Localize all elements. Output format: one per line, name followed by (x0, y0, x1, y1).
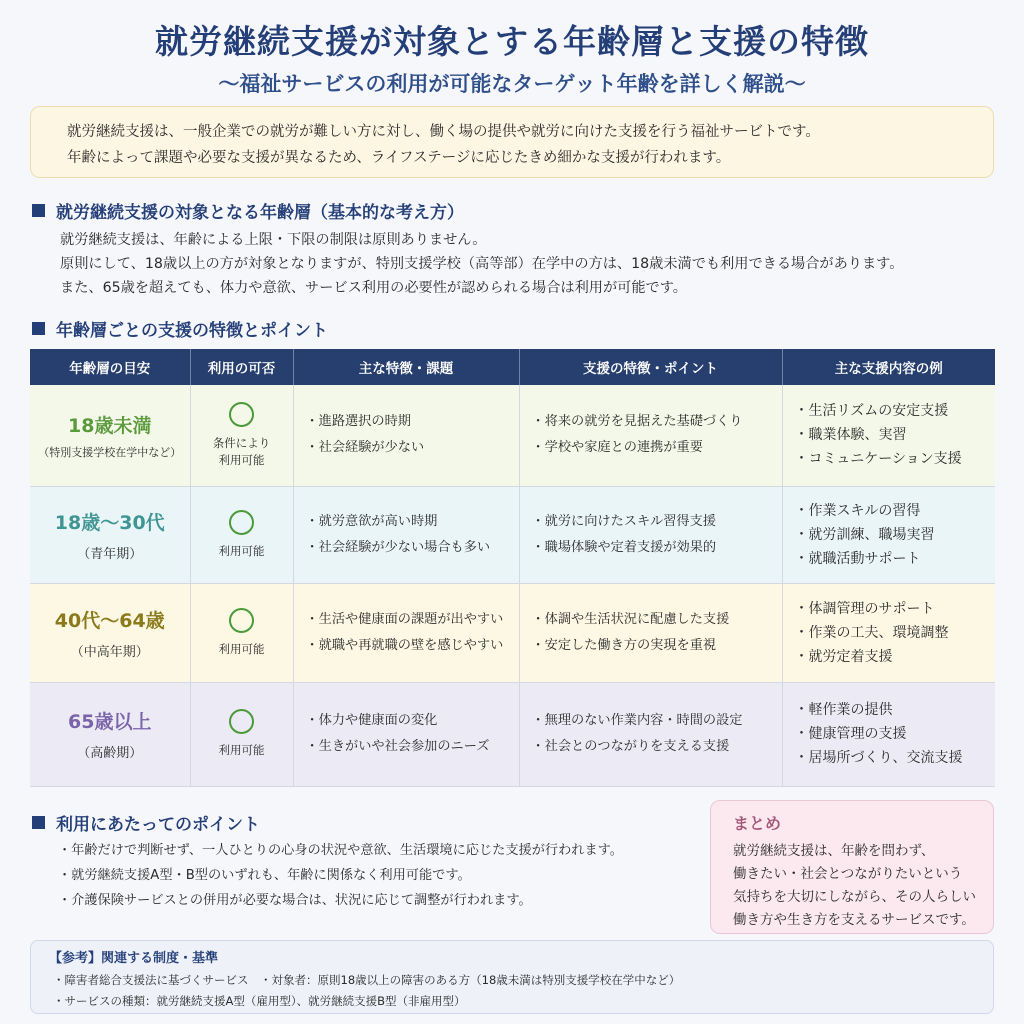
examples-cell (782, 385, 995, 486)
support-points-cell (519, 682, 782, 786)
list-item: ・学校や家庭との連携が重要 (531, 440, 703, 456)
list-item: ・軽作業の提供 (794, 702, 893, 718)
age-sublabel: （青年期） (77, 546, 143, 562)
list-item: ・生活や健康面の課題が出やすい (305, 611, 504, 627)
column-header: 主な支援内容の例 (782, 349, 995, 385)
square-bullet-icon (32, 322, 45, 335)
section1-line: 就労継続支援は、年齢による上限・下限の制限は原則ありません。 (60, 232, 487, 248)
list-item: ・健康管理の支援 (794, 726, 907, 742)
age-label: 40代〜64歳 (54, 609, 165, 632)
support-points-cell (519, 486, 782, 583)
list-item: ・就労継続支援A型・B型のいずれも、年齢に関係なく利用可能です。 (58, 868, 471, 883)
examples-cell (782, 682, 995, 786)
list-item: ・就労意欲が高い時期 (305, 513, 438, 529)
summary-body: 就労継続支援は、年齢を問わず、 働きたい・社会とつながりたいという 気持ちを大切にしながら、その人らしい 働き方や生き方を支えるサービスです。 (733, 843, 976, 928)
list-item: ・作業スキルの習得 (794, 502, 921, 519)
list-item: ・就職や再就職の壁を感じやすい (305, 637, 504, 653)
page-title: 就労継続支援が対象とする年齢層と支援の特徴 (155, 22, 869, 61)
list-item: ・就労定着支援 (794, 648, 893, 665)
summary-box (710, 800, 994, 934)
list-item: ・職場体験や定着支援が効果的 (531, 539, 717, 555)
page-subtitle: 〜福祉サービスの利用が可能なターゲット年齢を詳しく解説〜 (218, 72, 806, 96)
section-heading-text: 年齢層ごとの支援の特徴とポイント (56, 321, 328, 341)
age-cell (30, 583, 190, 682)
section1-body (60, 228, 903, 300)
age-cell (30, 682, 190, 786)
features-cell (293, 682, 519, 786)
list-item: ・体力や健康面の変化 (305, 713, 438, 728)
intro-line: 就労継続支援は、一般企業での就労が難しい方に対し、働く場の提供や就労に向けた支援を行う福祉サービトです。 (67, 124, 820, 140)
reference-title: 【参考】関連する制度・基準 (49, 951, 219, 966)
list-item: ・職業体験、実習 (794, 427, 907, 444)
circle-icon (229, 709, 254, 734)
list-item: ・進路選択の時期 (305, 414, 411, 430)
section1-line: 原則にして、18歳以上の方が対象となりますが、特別支援学校（高等部）在学中の方は、18歳未満でも利用できる場合があります。 (60, 256, 904, 272)
availability-cell (190, 486, 293, 583)
section1-line: また、65歳を超えても、体力や意欲、サービス利用の必要性が認められる場合は利用が可能です。 (60, 280, 687, 296)
availability-text: 条件により 利用可能 (212, 435, 271, 467)
list-item: ・生活リズムの安定支援 (794, 403, 949, 420)
table-row (30, 583, 995, 682)
list-item: ・将来の就労を見据えた基礎づくり (531, 414, 743, 430)
column-header: 主な特徴・課題 (293, 349, 519, 385)
section-heading-usage-points (32, 810, 260, 835)
list-item: ・安定した働き方の実現を重視 (531, 637, 717, 653)
support-points-cell (519, 583, 782, 682)
square-bullet-icon (32, 204, 45, 217)
age-label: 65歳以上 (68, 711, 152, 733)
availability-cell (190, 682, 293, 786)
features-cell (293, 486, 519, 583)
circle-icon (229, 402, 254, 427)
availability-cell (190, 583, 293, 682)
support-points-cell (519, 385, 782, 486)
reference-box (30, 940, 994, 1014)
age-sublabel: （高齢期） (77, 746, 143, 761)
circle-icon (229, 608, 254, 633)
circle-icon (229, 510, 254, 535)
list-item: ・社会経験が少ない場合も多い (305, 539, 491, 555)
list-item: ・体調管理のサポート (794, 600, 935, 617)
age-cell (30, 385, 190, 486)
reference-line: ・障害者総合支援法に基づくサービス ・対象者：原則18歳以上の障害のある方（18歳未満は特別支援学校在学中など） (53, 973, 681, 987)
list-item: ・作業の工夫、環境調整 (794, 624, 949, 641)
availability-text: 利用可能 (218, 543, 265, 558)
usage-points-list (58, 838, 623, 913)
availability-text: 利用可能 (218, 743, 265, 757)
age-sublabel: （特別支援学校在学中など） (38, 445, 182, 459)
list-item: ・就労訓練、職場実習 (794, 526, 935, 543)
age-support-table (30, 349, 995, 787)
age-sublabel: （中高年期） (70, 644, 149, 660)
column-header: 利用の可否 (190, 349, 293, 385)
list-item: ・居場所づくり、交流支援 (794, 750, 963, 766)
section-heading-target-age (32, 198, 464, 223)
table-row (30, 486, 995, 583)
column-header: 支援の特徴・ポイント (519, 349, 782, 385)
reference-line: ・サービスの種類：就労継続支援A型（雇用型）、就労継続支援B型（非雇用型） (53, 994, 466, 1008)
table-row (30, 385, 995, 486)
list-item: ・社会経験が少ない (305, 440, 425, 456)
list-item: ・社会とのつながりを支える支援 (531, 739, 730, 754)
section-heading-text: 就労継続支援の対象となる年齢層（基本的な考え方） (56, 203, 464, 223)
section-heading-text: 利用にあたってのポイント (56, 815, 260, 835)
features-cell (293, 385, 519, 486)
list-item: ・就労に向けたスキル習得支援 (531, 513, 716, 529)
age-cell (30, 486, 190, 583)
list-item: ・介護保険サービスとの併用が必要な場合は、状況に応じて調整が行われます。 (58, 893, 532, 908)
list-item: ・年齢だけで判断せず、一人ひとりの心身の状況や意欲、生活環境に応じた支援が行われます。 (58, 843, 623, 858)
list-item: ・無理のない作業内容・時間の設定 (531, 713, 743, 728)
examples-cell (782, 583, 995, 682)
availability-text: 利用可能 (218, 641, 265, 656)
square-bullet-icon (32, 816, 45, 829)
availability-cell (190, 385, 293, 486)
summary-title: まとめ (733, 814, 782, 833)
list-item: ・生きがいや社会参加のニーズ (305, 739, 490, 754)
list-item: ・コミュニケーション支援 (794, 451, 962, 468)
examples-cell (782, 486, 995, 583)
intro-line: 年齢によって課題や必要な支援が異なるため、ライフステージに応じたきめ細かな支援が行われます。 (67, 150, 731, 166)
list-item: ・体調や生活状況に配慮した支援 (531, 611, 730, 627)
table-row (30, 682, 995, 786)
intro-box (30, 106, 994, 178)
age-label: 18歳未満 (68, 414, 152, 437)
age-label: 18歳〜30代 (54, 511, 165, 534)
list-item: ・就職活動サポート (794, 550, 921, 567)
section-heading-features (32, 316, 328, 341)
table-header-row (30, 349, 995, 385)
features-cell (293, 583, 519, 682)
column-header: 年齢層の目安 (30, 349, 190, 385)
